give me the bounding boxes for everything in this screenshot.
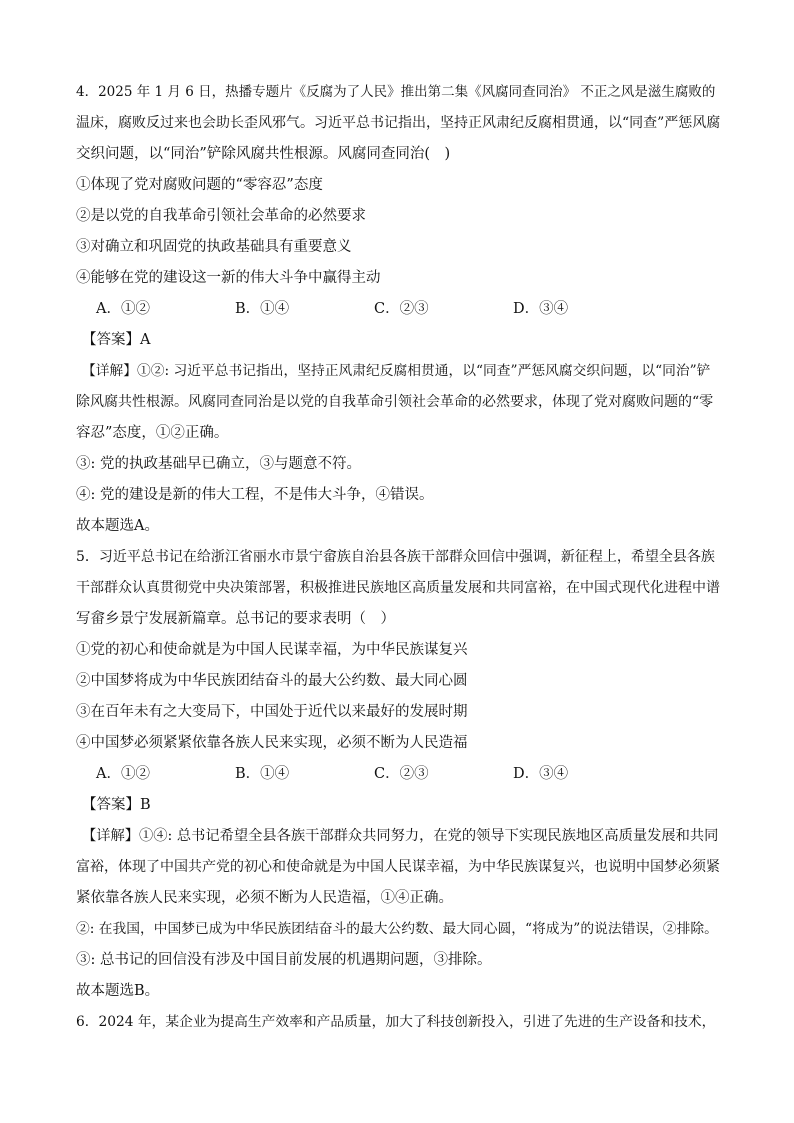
option-d: D．③④: [513, 301, 569, 317]
question-stem-line: 温床，腐败反过来也会助长歪风邪气。习近平总书记指出，坚持正风肃纪反腐相贯通，以“同查”严惩风腐: [76, 115, 720, 131]
explanation-line: 除风腐共性根源。风腐同查同治是以党的自我革命引领社会革命的必然要求，体现了党对腐败问题的“零: [76, 394, 714, 410]
statement-item: ①体现了党对腐败问题的“零容忍”态度: [76, 177, 323, 193]
answer-options: [76, 759, 720, 790]
conclusion-line: 故本题选A。: [76, 518, 159, 534]
question-stem-line: 5．习近平总书记在给浙江省丽水市景宁畲族自治县各族干部群众回信中强调，新征程上，希望全县各族: [76, 549, 715, 565]
explanation-line: 富裕，体现了中国共产党的初心和使命就是为中国人民谋幸福，为中华民族谋复兴，也说明中国梦必须紧: [76, 859, 720, 875]
statement-item: ②是以党的自我革命引领社会革命的必然要求: [76, 208, 366, 224]
option-a: A．①②: [96, 766, 150, 782]
option-b: B．①④: [235, 766, 290, 782]
question-4: [76, 77, 720, 542]
explanation-line: 容忍”态度，①②正确。: [76, 425, 229, 441]
question-5: [76, 542, 720, 1007]
explanation-line: 【详解】①②: 习近平总书记指出，坚持正风肃纪反腐相贯通，以“同查”严惩风腐交织问题，以“同治”铲: [82, 363, 711, 379]
conclusion-line: 故本题选B。: [76, 983, 160, 999]
statement-item: ②中国梦将成为中华民族团结奋斗的最大公约数、最大同心圆: [76, 673, 468, 689]
option-b: B．①④: [235, 301, 290, 317]
question-stem-line: 干部群众认真贯彻党中央决策部署，积极推进民族地区高质量发展和共同富裕，在中国式现代化进程中谱: [76, 580, 720, 596]
answer-line: 【答案】B: [82, 797, 151, 813]
statement-item: ①党的初心和使命就是为中国人民谋幸福，为中华民族谋复兴: [76, 642, 468, 658]
question-6: [76, 1007, 720, 1038]
option-d: D．③④: [513, 766, 569, 782]
statement-item: ③在百年未有之大变局下，中国处于近代以来最好的发展时期: [76, 704, 468, 720]
explanation-line: ④: 党的建设是新的伟大工程，不是伟大斗争，④错误。: [76, 487, 434, 503]
answer-options: [76, 294, 720, 325]
statement-item: ④中国梦必须紧紧依靠各族人民来实现，必须不断为人民造福: [76, 735, 468, 751]
option-c: C．②③: [374, 766, 429, 782]
explanation-line: ③: 党的执政基础早已确立，③与题意不符。: [76, 456, 361, 472]
option-a: A．①②: [96, 301, 150, 317]
explanation-line: ②: 在我国，中国梦已成为中华民族团结奋斗的最大公约数、最大同心圆，“将成为”的说法错误，②排除。: [76, 921, 718, 937]
explanation-line: 【详解】①④: 总书记希望全县各族干部群众共同努力，在党的领导下实现民族地区高质量发展和共同: [82, 828, 719, 844]
question-stem-line: 4．2025 年 1 月 6 日，热播专题片《反腐为了人民》推出第二集《风腐同查同治》 不正之风是滋生腐败的: [76, 84, 716, 100]
statement-item: ③对确立和巩固党的执政基础具有重要意义: [76, 239, 352, 255]
question-stem-line: 交织问题，以“同治”铲除风腐共性根源。风腐同查同治( ): [76, 146, 451, 162]
explanation-line: ③: 总书记的回信没有涉及中国目前发展的机遇期问题，③排除。: [76, 952, 492, 968]
option-c: C．②③: [374, 301, 429, 317]
document-page: [76, 77, 720, 1038]
explanation-line: 紧依靠各族人民来实现，必须不断为人民造福，①④正确。: [76, 890, 453, 906]
statement-item: ④能够在党的建设这一新的伟大斗争中赢得主动: [76, 270, 381, 286]
answer-line: 【答案】A: [82, 332, 151, 348]
question-stem-line: 写畲乡景宁发展新篇章。总书记的要求表明（ ）: [76, 611, 395, 627]
question-stem-line: 6．2024 年，某企业为提高生产效率和产品质量，加大了科技创新投入，引进了先进的生产设备和技术，: [76, 1014, 716, 1030]
